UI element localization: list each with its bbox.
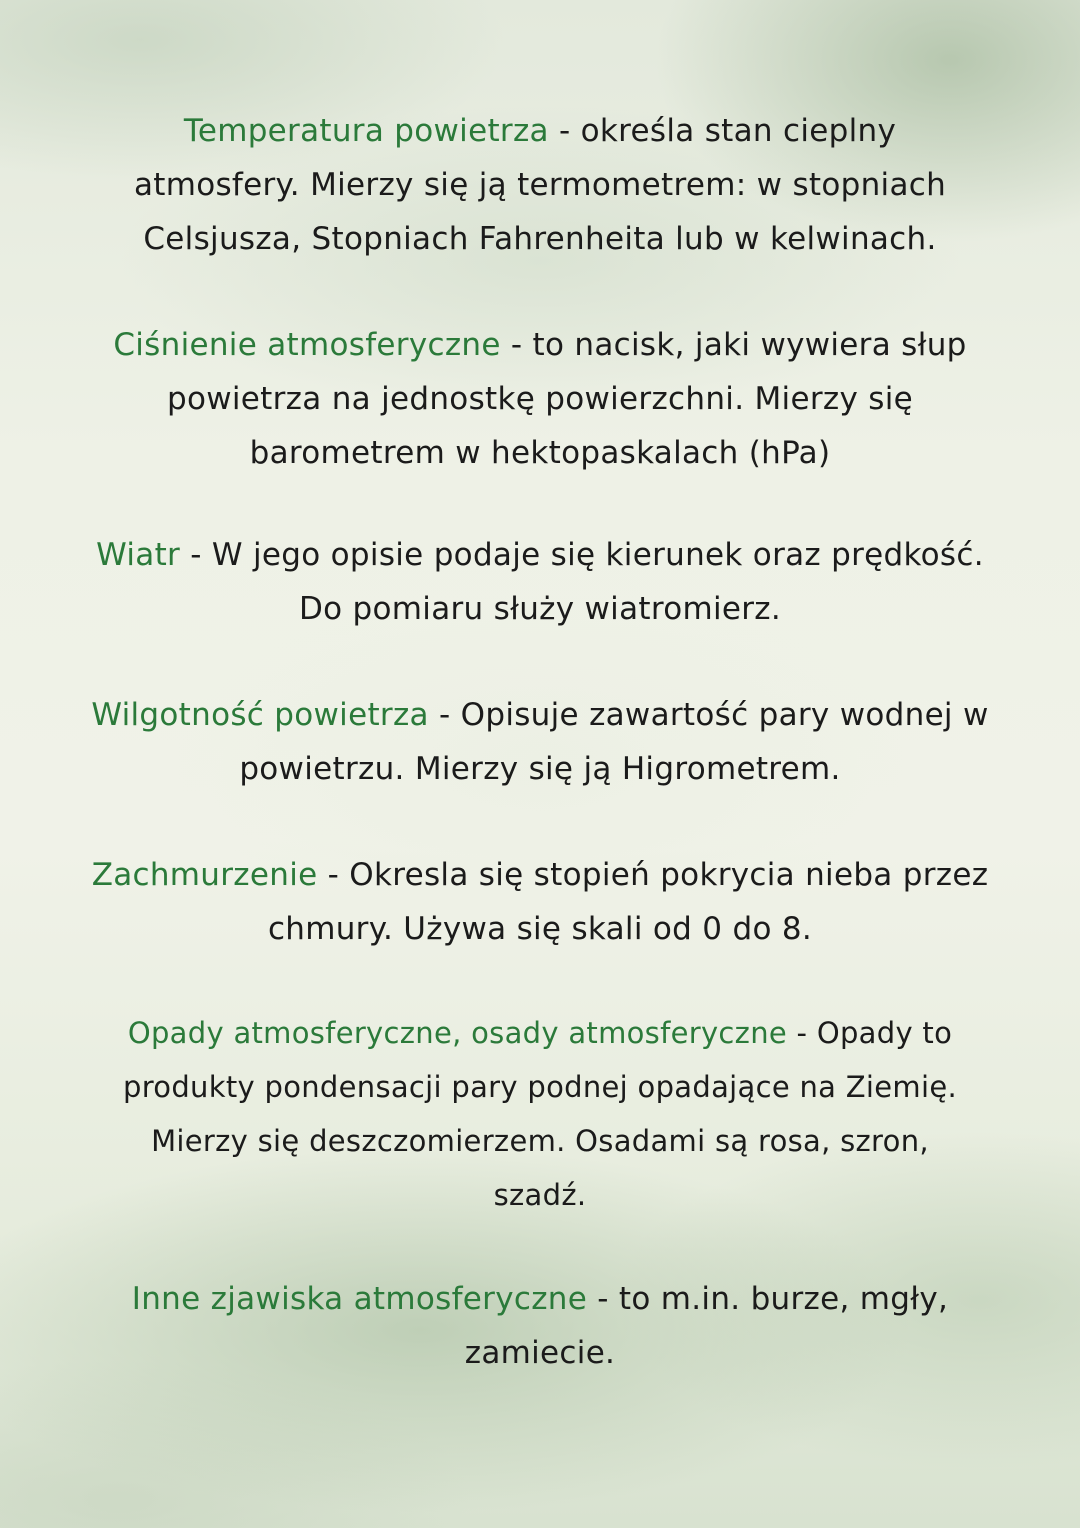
section-first-line	[0, 848, 1080, 902]
section-term: Inne zjawiska atmosferyczne	[131, 1281, 588, 1317]
section-text: szadź.	[493, 1178, 587, 1212]
section-text: - Opisuje zawartość pary wodnej w	[428, 697, 989, 733]
section-text: Celsjusza, Stopniach Fahrenheita lub w kelwinach.	[143, 221, 937, 257]
section-text: - Okresla się stopień pokrycia nieba przez	[317, 857, 989, 893]
section-first-line	[0, 318, 1080, 372]
section-inne	[0, 1272, 1080, 1380]
section-first-line	[0, 528, 1080, 582]
section-text: barometrem w hektopaskalach (hPa)	[249, 435, 831, 471]
section-text: - Opady to	[787, 1016, 953, 1050]
section-term: Temperatura powietrza	[183, 113, 549, 149]
section-first-line	[0, 104, 1080, 158]
section-text: produkty pondensacji pary podnej opadające na Ziemię.	[123, 1070, 957, 1104]
section-term: Wilgotność powietrza	[91, 697, 429, 733]
section-cisnienie	[0, 318, 1080, 480]
section-wiatr	[0, 528, 1080, 636]
section-term: Ciśnienie atmosferyczne	[113, 327, 501, 363]
section-first-line	[0, 688, 1080, 742]
section-text: Do pomiaru służy wiatromierz.	[298, 591, 782, 627]
section-text: chmury. Używa się skali od 0 do 8.	[267, 911, 813, 947]
section-temperatura	[0, 104, 1080, 266]
section-text: - to m.in. burze, mgły,	[587, 1281, 949, 1317]
section-first-line	[0, 1006, 1080, 1060]
section-opady	[0, 1006, 1080, 1222]
section-text: - to nacisk, jaki wywiera słup	[500, 327, 967, 363]
section-wilgotnosc	[0, 688, 1080, 796]
section-term: Wiatr	[96, 537, 181, 573]
section-term: Zachmurzenie	[91, 857, 318, 893]
section-first-line	[0, 1272, 1080, 1326]
section-text: atmosfery. Mierzy się ją termometrem: w stopniach	[133, 167, 947, 203]
section-text: - W jego opisie podaje się kierunek oraz prędkość.	[180, 537, 984, 573]
section-term: Opady atmosferyczne, osady atmosferyczne	[127, 1016, 788, 1050]
section-text: powietrzu. Mierzy się ją Higrometrem.	[239, 751, 841, 787]
section-text: zamiecie.	[464, 1335, 616, 1371]
section-text: powietrza na jednostkę powierzchni. Mierzy się	[166, 381, 913, 417]
section-zachmurzenie	[0, 848, 1080, 956]
section-text: - określa stan cieplny	[548, 113, 897, 149]
section-text: Mierzy się deszczomierzem. Osadami są rosa, szron,	[151, 1124, 929, 1158]
